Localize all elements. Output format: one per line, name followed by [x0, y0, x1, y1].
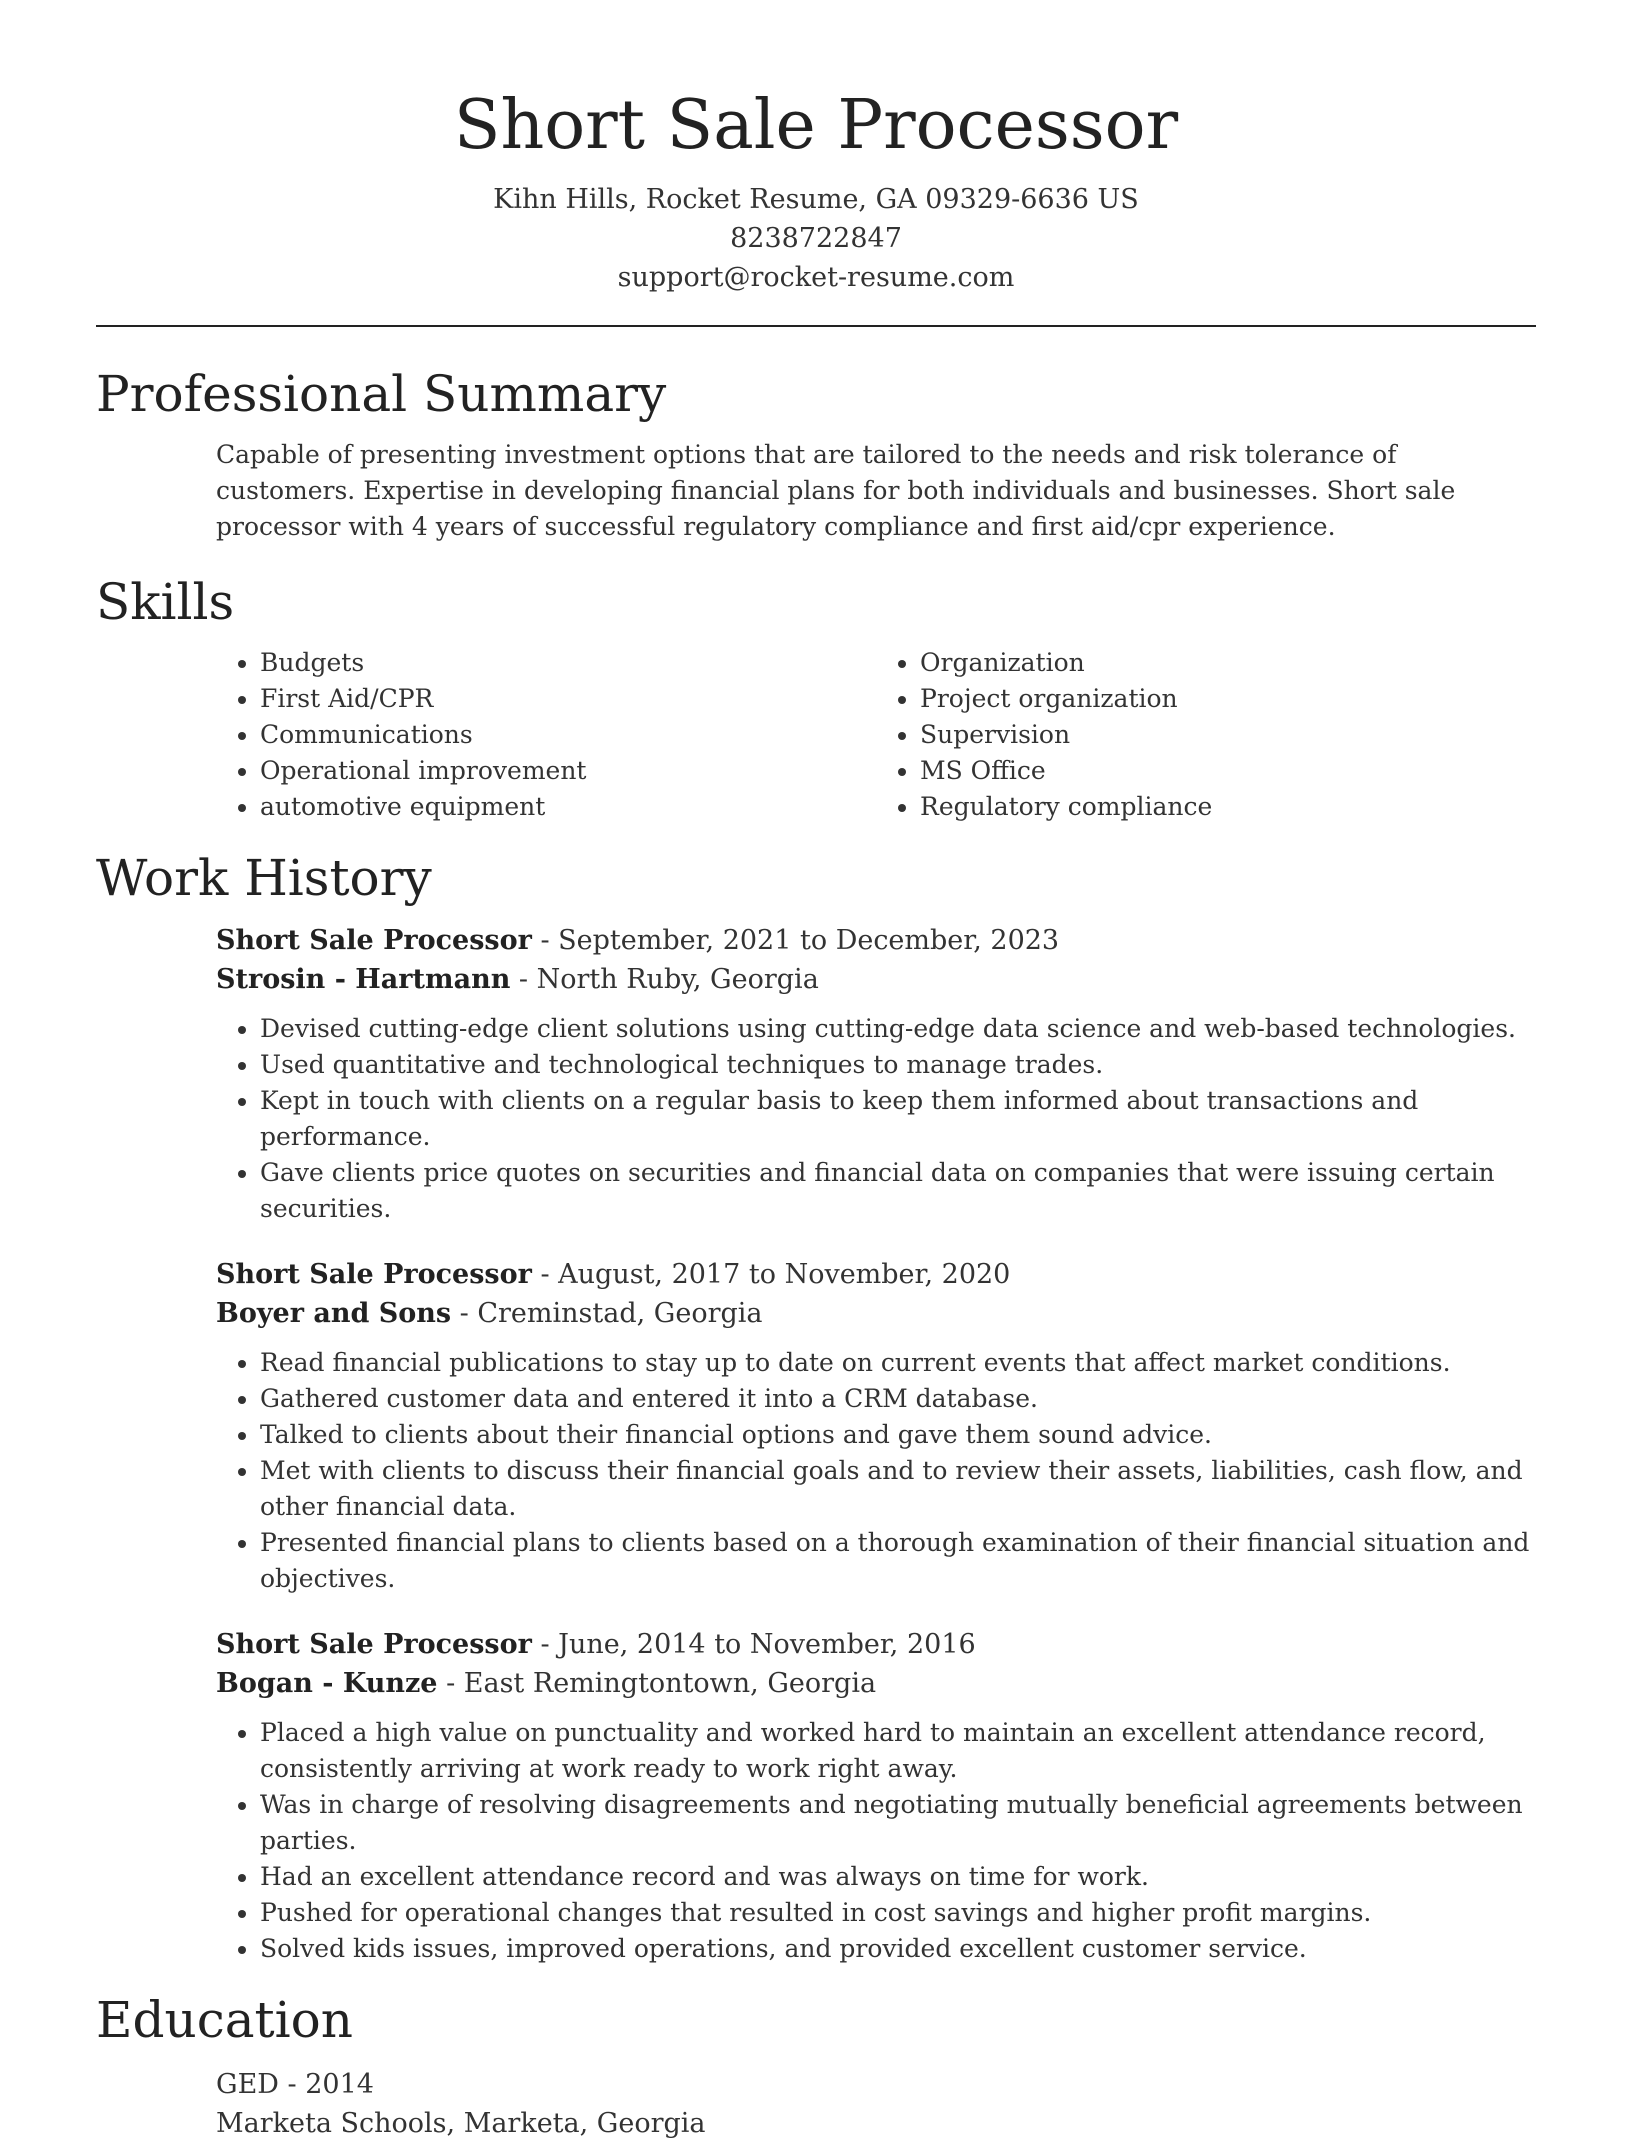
job-bullet: • Talked to clients about their financial options and gave them sound advice.	[260, 1417, 1536, 1453]
skill-item: • First Aid/CPR	[260, 681, 876, 717]
job-bullet: • Was in charge of resolving disagreements and negotiating mutually beneficial agreements between parties.	[260, 1787, 1536, 1859]
job-company-line	[216, 1294, 1536, 1333]
section-title-summary: Professional Summary	[96, 365, 667, 423]
job-role: Short Sale Processor	[216, 925, 532, 956]
job-dates: - June, 2014 to November, 2016	[531, 1629, 976, 1660]
education-section	[96, 1989, 1536, 2143]
job-role: Short Sale Processor	[216, 1629, 532, 1660]
job-dates: - September, 2021 to December, 2023	[531, 925, 1060, 956]
summary-text: Capable of presenting investment options that are tailored to the needs and risk tolerance of customers. Expertise in developing financial plans for both individuals and businesses. Short sale processor with 4 years of successful regulatory compliance and first aid/cpr experience.	[216, 440, 1456, 541]
job-bullet: • Kept in touch with clients on a regular basis to keep them informed about transactions and performance.	[260, 1083, 1536, 1155]
job-company-line	[216, 1664, 1536, 1703]
job-company: Strosin - Hartmann	[216, 964, 511, 995]
section-title-education: Education	[96, 1991, 353, 2049]
skill-item: • MS Office	[920, 753, 1536, 789]
skill-item: • Project organization	[920, 681, 1536, 717]
job-bullet: • Read financial publications to stay up to date on current events that affect market conditions.	[260, 1345, 1536, 1381]
job-bullets	[216, 1011, 1536, 1227]
skill-item: • Budgets	[260, 645, 876, 681]
skills-list-right	[876, 645, 1536, 825]
job-entry	[216, 1625, 1536, 1967]
work-section	[96, 847, 1536, 1967]
job-bullets	[216, 1715, 1536, 1967]
job-entry	[216, 1255, 1536, 1597]
section-title-work: Work History	[96, 849, 432, 907]
job-title-line	[216, 921, 1536, 960]
skill-item: • automotive equipment	[260, 789, 876, 825]
resume-page	[96, 0, 1536, 2143]
skills-columns	[216, 645, 1536, 825]
education-school: Marketa Schools, Marketa, Georgia	[216, 2108, 706, 2139]
email: support@rocket-resume.com	[617, 262, 1015, 293]
job-company: Bogan - Kunze	[216, 1668, 438, 1699]
job-bullet: • Met with clients to discuss their financial goals and to review their assets, liabilities, cash flow, and other financial data.	[260, 1453, 1536, 1525]
contact-block	[96, 180, 1536, 297]
job-location: - North Ruby, Georgia	[510, 964, 819, 995]
job-bullet: • Used quantitative and technological techniques to manage trades.	[260, 1047, 1536, 1083]
job-bullet: • Solved kids issues, improved operations, and provided excellent customer service.	[260, 1931, 1536, 1967]
resume-header	[96, 0, 1536, 297]
education-degree: GED - 2014	[216, 2069, 374, 2100]
skill-item: • Organization	[920, 645, 1536, 681]
job-dates: - August, 2017 to November, 2020	[531, 1259, 1011, 1290]
skill-item: • Operational improvement	[260, 753, 876, 789]
candidate-name: Short Sale Processor	[453, 86, 1179, 165]
job-title-line	[216, 1625, 1536, 1664]
job-bullet: • Gave clients price quotes on securities and financial data on companies that were issuing certain securities.	[260, 1155, 1536, 1227]
job-bullet: • Placed a high value on punctuality and worked hard to maintain an excellent attendance record, consistently arriving at work ready to work right away.	[260, 1715, 1536, 1787]
summary-section	[96, 363, 1536, 545]
skill-item: • Regulatory compliance	[920, 789, 1536, 825]
job-company-line	[216, 960, 1536, 999]
job-company: Boyer and Sons	[216, 1298, 452, 1329]
job-location: - East Remingtontown, Georgia	[437, 1668, 877, 1699]
job-bullet: • Devised cutting-edge client solutions using cutting-edge data science and web-based technologies.	[260, 1011, 1536, 1047]
section-title-skills: Skills	[96, 573, 235, 631]
skill-item: • Communications	[260, 717, 876, 753]
job-bullet: • Pushed for operational changes that resulted in cost savings and higher profit margins.	[260, 1895, 1536, 1931]
job-title-line	[216, 1255, 1536, 1294]
skills-section	[96, 571, 1536, 825]
address: Kihn Hills, Rocket Resume, GA 09329-6636 US	[493, 184, 1139, 215]
job-bullet: • Had an excellent attendance record and was always on time for work.	[260, 1859, 1536, 1895]
skills-list-left	[216, 645, 876, 825]
job-bullet: • Gathered customer data and entered it into a CRM database.	[260, 1381, 1536, 1417]
job-entry	[216, 921, 1536, 1227]
skill-item: • Supervision	[920, 717, 1536, 753]
header-divider	[96, 325, 1536, 327]
job-bullet: • Presented financial plans to clients based on a thorough examination of their financial situation and objectives.	[260, 1525, 1536, 1597]
phone: 8238722847	[730, 223, 902, 254]
education-entry	[216, 2065, 1536, 2143]
job-role: Short Sale Processor	[216, 1259, 532, 1290]
job-bullets	[216, 1345, 1536, 1597]
job-location: - Creminstad, Georgia	[451, 1298, 763, 1329]
